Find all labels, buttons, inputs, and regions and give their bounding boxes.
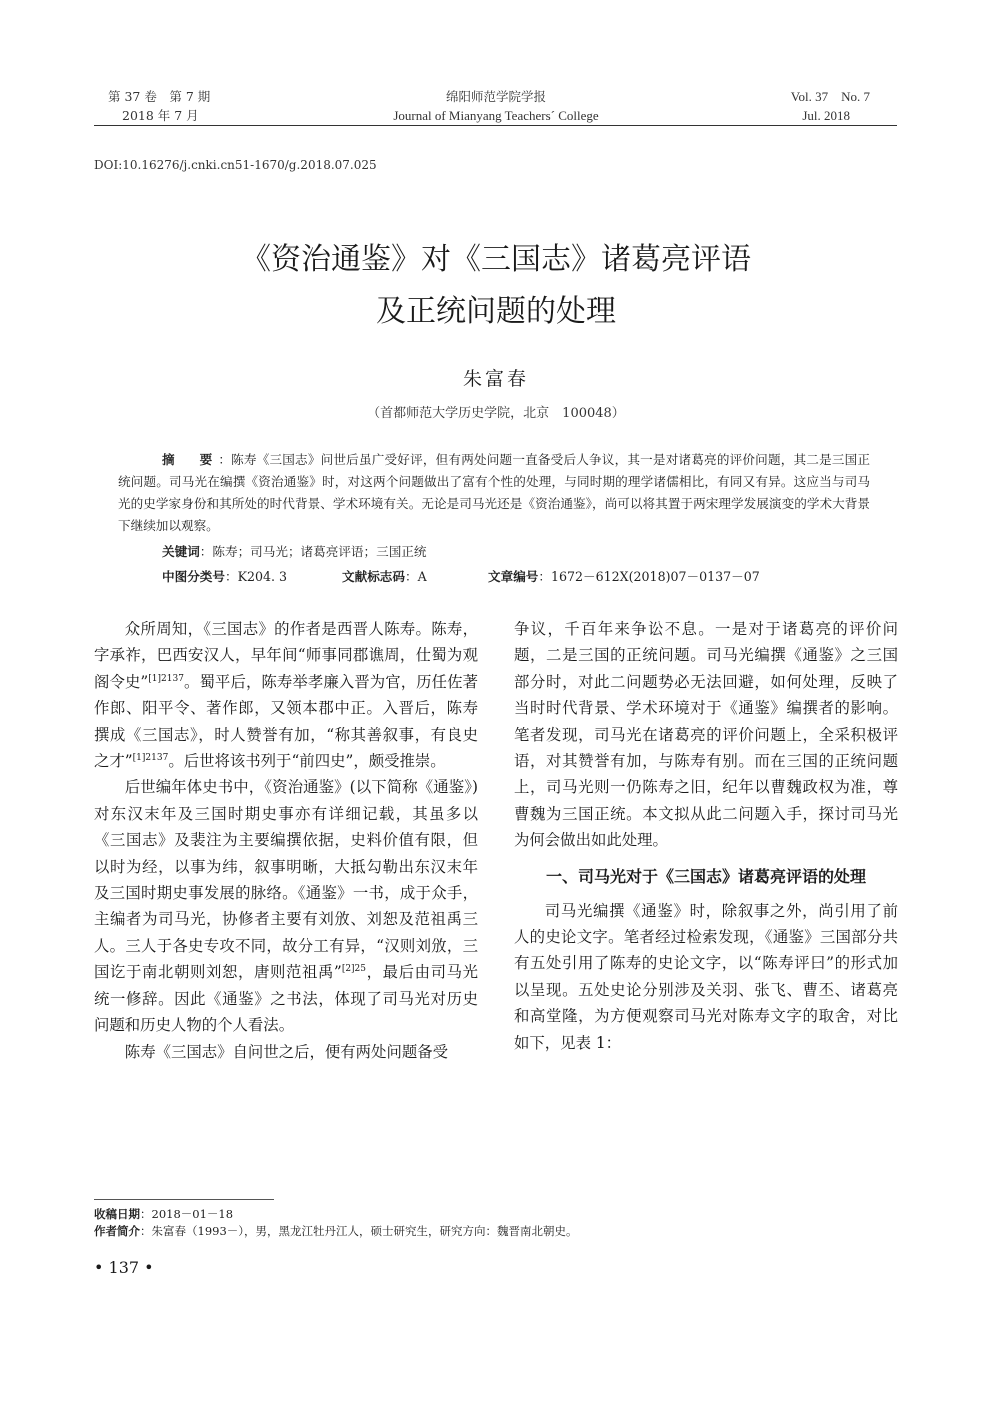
title-line-1: 《资治通鉴》对《三国志》诸葛亮评语 [241,242,751,277]
citation-ref: [2]25 [341,964,367,975]
body-left-column [94,616,478,1065]
affiliation: （首都师范大学历史学院，北京 100048） [367,406,625,421]
title-line-2: 及正统问题的处理 [376,294,616,329]
paragraph-1-text-a: 众所周知，《三国志》的作者是西晋人陈寿。陈寿，字承祚，巴西安汉人，早年间“师事同郡谯周，仕蜀为观阁令史” [94,620,478,691]
citation-ref: [1]2137 [148,673,184,684]
doc-code-label: 文献标志码 [342,569,405,584]
paragraph-3: 陈寿《三国志》自问世之后，便有两处问题备受 [124,1042,449,1061]
doi: DOI:10.16276/j.cnki.cn51-1670/g.2018.07.025 [94,158,377,172]
header-rule [94,125,897,126]
clc-value: ：K204. 3 [224,569,288,584]
abstract-label: 摘 要 [162,452,219,467]
header-vol-en: Vol. 37 No. 7 [790,89,870,104]
paragraph-1 [94,616,478,774]
clc-label: 中图分类号 [162,569,225,584]
doc-code-value: ：A [404,569,427,584]
paragraph-1-text-c: 。后世将该书列于“前四史”，颇受推崇。 [168,752,446,771]
paragraph-3-continued: 争议，千百年来争讼不息。一是对于诸葛亮的评价问题，二是三国的正统问题。司马光编撰《通鉴》之三国部分时，对此二问题势必无法回避，如何处理，反映了当时时代背景、学术环境对于《通鉴》编撰者的影响。笔者发现，司马光在诸葛亮的评价问题上，全采积极评语，对其赞誉有加，与陈寿有别。而在三国的正统问题上，司马光则一仍陈寿之旧，纪年以曹魏政权为准，尊曹魏为三国正统。本文拟从此二问题入手，探讨司马光为何会做出如此处理。 [514,620,898,850]
author-name: 朱富春 [462,368,529,390]
abstract [118,449,870,537]
paragraph-2 [94,774,478,1038]
received-label: 收稿日期 [94,1207,140,1221]
header-volume-issue: 第 37 卷 第 7 期 [108,89,211,104]
paragraph-1-text-b: 。蜀平后，陈寿举孝廉入晋为官，历任佐著作郎、阳平令、著作郎，又领本郡中正。入晋后，陈寿撰成《三国志》，时人赞誉有加，“称其善叙事，有良史之才” [94,672,478,771]
article-number-label: 文章编号 [488,569,539,584]
citation-ref: [1]2137 [132,752,169,763]
bio-label: 作者简介 [94,1224,140,1238]
bio-value: ：朱富春（1993－），男，黑龙江牡丹江人，硕士研究生，研究方向：魏晋南北朝史。 [140,1224,578,1238]
header-date: 2018 年 7 月 [122,108,199,123]
article-number-value: ：1672－612X(2018)07－0137－07 [538,569,760,584]
footnote-rule [94,1199,274,1200]
keywords-text: ：陈寿；司马光；诸葛亮评语；三国正统 [199,544,427,559]
document-code [342,566,427,588]
keywords-label: 关键词 [162,544,200,559]
header-journal-cn: 绵阳师范学院学报 [445,89,546,104]
page-number: • 137 • [94,1258,154,1277]
paragraph-2-text-b: ，最后由司马光统一修辞。因此《通鉴》之书法，体现了司马光对历史问题和历史人物的个人看法。 [94,963,478,1035]
header-date-en: Jul. 2018 [802,108,850,123]
abstract-text: ：陈寿《三国志》问世后虽广受好评，但有两处问题一直备受后人争议，其一是对诸葛亮的评价问题，其二是三国正统问题。司马光在编撰《资治通鉴》时，对这两个问题做出了富有个性的处理，与同时期的理学诸儒相比，有同又有异。这应当与司马光的史学家身份和其所处的时代背景、学术环境有关。无论是司马光还是《资治通鉴》，尚可以将其置于两宋理学发展演变的学术大背景下继续加以观察。 [118,452,870,533]
body-right-column [514,616,898,1056]
paragraph-2-text-a: 后世编年体史书中，《资治通鉴》(以下简称《通鉴》)对东汉末年及三国时期史事亦有详细记载，其虽多以《三国志》及裴注为主要编撰依据，史料价值有限，但以时为经，以事为纬，叙事明晰，大抵勾勒出东汉末年及三国时期史事发展的脉络。《通鉴》一书，成于众手，主编者为司马光，协修者主要有刘攽、刘恕及范祖禹三人。三人于各史专攻不同，故分工有异，“汉则刘攽，三国讫于南北朝则刘恕，唐则范祖禹” [94,778,478,982]
received-value: ：2018－01－18 [140,1207,234,1221]
section-heading-1: 一、司马光对于《三国志》诸葛亮评语的处理 [546,866,867,886]
clc-number [162,566,287,588]
footnote-author-bio [94,1223,578,1240]
paragraph-4: 司马光编撰《通鉴》时，除叙事之外，尚引用了前人的史论文字。笔者经过检索发现，《通鉴》三国部分共有五处引用了陈寿的史论文字，以“陈寿评曰”的形式加以呈现。五处史论分别涉及关羽、张飞、曹丕、诸葛亮和高堂隆，为方便观察司马光对陈寿文字的取舍，对比如下，见表 1： [514,901,898,1052]
header-journal-en: Journal of Mianyang Teachers´ College [393,108,599,123]
article-number [488,566,760,588]
footnote-received [94,1206,233,1223]
keywords [162,541,426,563]
